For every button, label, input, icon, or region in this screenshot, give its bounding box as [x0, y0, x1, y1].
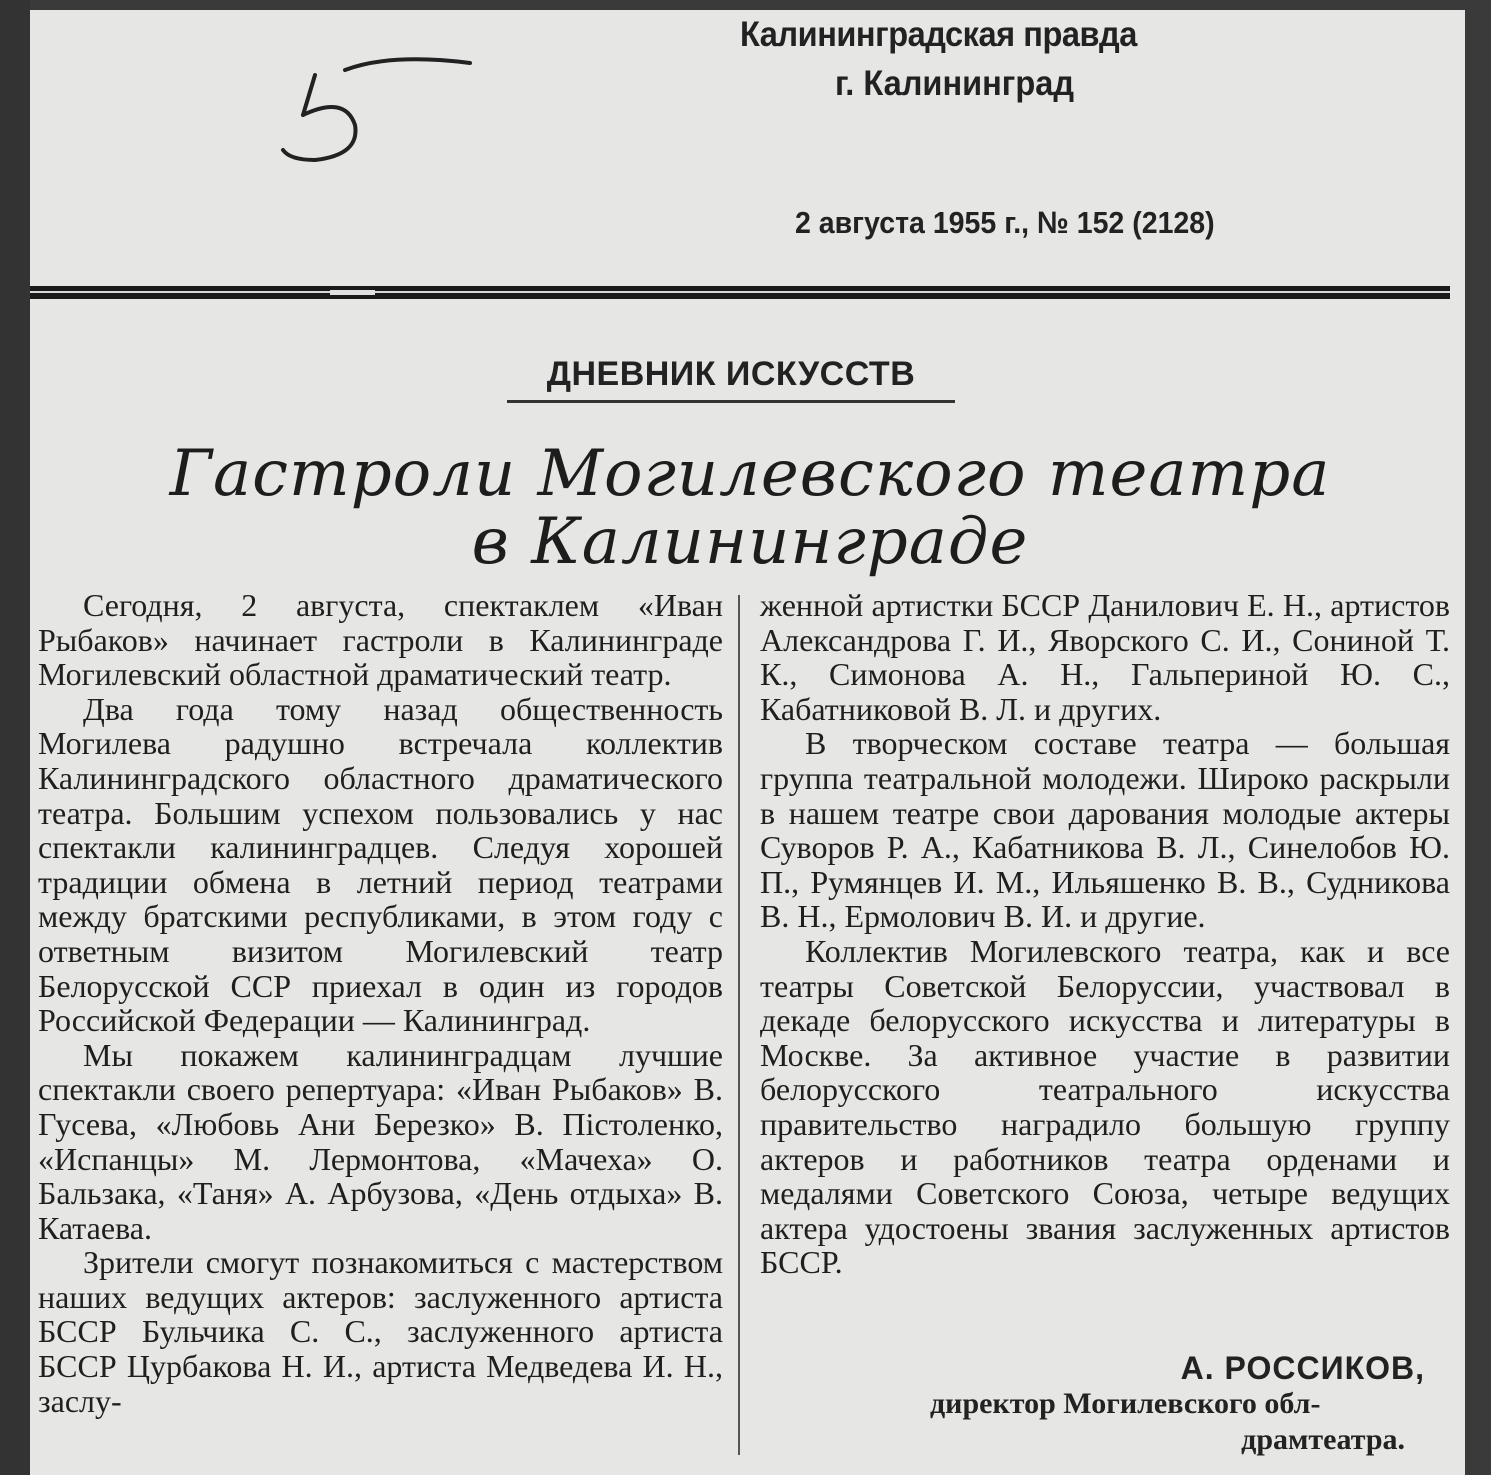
article-title-line-1: Гастроли Могилевского театра: [169, 437, 1331, 511]
author-role-cont: драмтеатра.: [1241, 1423, 1405, 1456]
issue-date-number: 2 августа 1955 г., № 152 (2128): [795, 205, 1215, 240]
column-divider: [738, 595, 740, 1455]
scan-border-left: [0, 0, 30, 1475]
author-role: директор Могилевского обл-: [930, 1387, 1321, 1420]
paragraph: Сегодня, 2 августа, спектаклем «Иван Рыбаков» начинает гастроли в Калининграде Могилевский областной драматический театр.: [38, 587, 723, 693]
masthead: [740, 10, 1240, 108]
paragraph: В творческом составе театра — большая группа театральной молодежи. Широко раскрыли в нашем театре свои дарования молодые актеры Суворов Р. А., Кабатникова В. Л., Синелобов Ю. П., Румянцев И. М., Ильяшенко В. В., Судникова В. Н., Ермолович В. И. и другие.: [760, 725, 1450, 935]
paragraph: Зрители смогут познакомиться с мастерством наших ведущих актеров: заслуженного артиста БССР Бульчика С. С., заслуженного артиста БССР Цурбакова Н. И., артиста Медведева И. Н., заслу-: [38, 1244, 723, 1419]
handwritten-page-number: [275, 55, 475, 175]
article-title: [90, 437, 1410, 579]
scan-border-top: [0, 0, 1491, 10]
author-signature: [925, 1350, 1435, 1458]
newspaper-name: Калининградская правда: [740, 15, 1137, 54]
newspaper-city: г. Калининград: [835, 64, 1074, 103]
paragraph-continuation: женной артистки БССР Данилович Е. Н., артистов Александрова Г. И., Яворского С. И., Сониной Т. К., Симонова А. Н., Гальпериной Ю. С., Кабатниковой В. Л. и других.: [760, 587, 1450, 727]
article-title-line-2: в Калининграде: [471, 505, 1029, 579]
section-heading: ДНЕВНИК ИСКУССТВ: [507, 355, 955, 403]
scan-border-right: [1465, 0, 1491, 1475]
paragraph: Коллектив Могилевского театра, как и все театры Советской Белоруссии, участвовал в декаде белорусского искусства и литературы в Москве. За активное участие в развитии белорусского театрального искусства правительство наградило большую группу актеров и работников театра орденами и медалями Советского Союза, четыре ведущих актера удостоены звания заслуженных артистов БССР.: [760, 932, 1450, 1281]
article-column-left: [38, 588, 723, 1418]
author-name: А. РОССИКОВ,: [1180, 1350, 1425, 1386]
article-column-right: [760, 588, 1450, 1280]
paragraph: Два года тому назад общественность Могилева радушно встречала коллектив Калининградского областного драматического театра. Большим успехом пользовались у нас спектакли калининградцев. Следуя хорошей традиции обмена в летний период театрами между братскими республиками, в этом году с ответным визитом Могилевский театр Белорусской ССР приехал в один из городов Российской Федерации — Калининград.: [38, 690, 723, 1039]
masthead-rule: [30, 283, 1450, 302]
paragraph: Мы покажем калининградцам лучшие спектакли своего репертуара: «Иван Рыбаков» В. Гусева, «Любовь Ани Березко» В. Пістоленко, «Испанцы» М. Лермонтова, «Мачеха» О. Бальзака, «Таня» А. Арбузова, «День отдыха» В. Катаева.: [38, 1036, 723, 1246]
